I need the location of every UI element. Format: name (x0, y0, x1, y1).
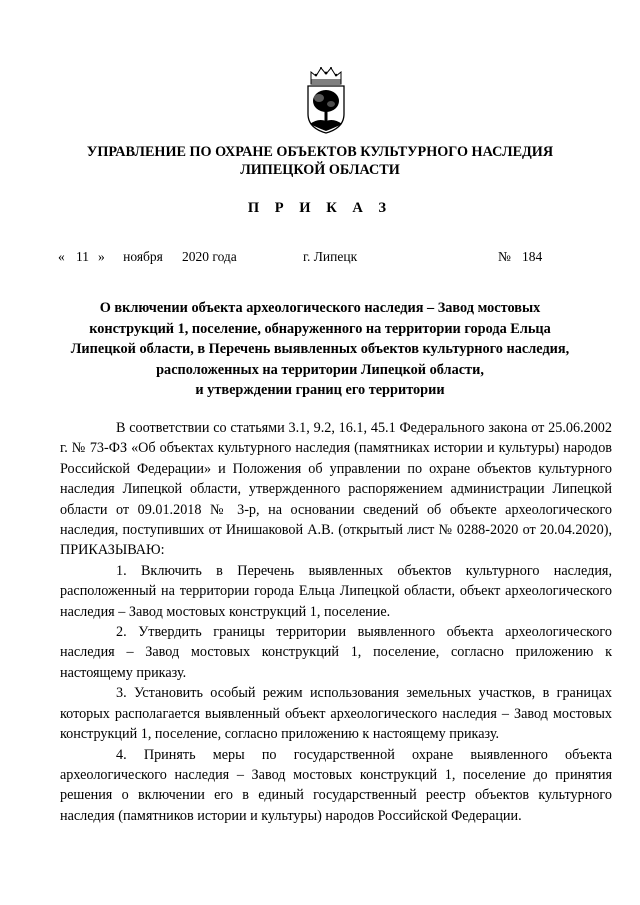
date-day: 11 (76, 249, 89, 264)
date-month: ноября (123, 249, 163, 264)
issuing-authority (40, 143, 600, 179)
org-line-1: УПРАВЛЕНИЕ ПО ОХРАНЕ ОБЪЕКТОВ КУЛЬТУРНОГО НАСЛЕДИЯ (86, 144, 554, 160)
lipetsk-coat-of-arms-icon (300, 62, 352, 136)
order-number: 184 (522, 249, 543, 264)
title-line: конструкций 1, поселение, обнаруженного на территории города Ельца (89, 320, 551, 337)
order-item-2: 2. Утвердить границы территории выявленного объекта археологического наследия – Завод мостовых конструкций 1, поселение, согласно приложению к настоящему приказу. (60, 624, 612, 681)
document-type: П Р И К А З (247, 200, 393, 216)
order-number-label: № (498, 249, 511, 264)
date-quote-open: « (58, 249, 65, 264)
order-title (56, 298, 584, 401)
date-year: 2020 года (182, 249, 237, 264)
date-quote-close: » (98, 249, 105, 264)
order-body (60, 418, 612, 826)
preamble-paragraph: В соответствии со статьями 3.1, 9.2, 16.1, 45.1 Федерального закона от 25.06.2002 г. № 73-ФЗ «Об объектах культурного наследия (памятниках истории и культуры) народов Российской Федерации» и Положения об управлении по охране объектов культурного наследия Липецкой области, утвержденного распоряжением администрации Липецкой области от 09.01.2018 № 3-р, на основании сведений об объекте археологического наследия, поступивших от Инишаковой А.В. (открытый лист № 0288-2020 от 20.04.2020), ПРИКАЗЫВАЮ: (60, 420, 612, 559)
city: г. Липецк (303, 249, 358, 264)
order-item-1: 1. Включить в Перечень выявленных объектов культурного наследия, расположенный на территории города Ельца Липецкой области, объект археологического наследия – Завод мостовых конструкций 1, поселение. (60, 562, 612, 620)
order-item-4: 4. Принять меры по государственной охране выявленного объекта археологического наследия – Завод мостовых конструкций 1, поселение до принятия решения о включении его в единый государственный реестр объектов культурного наследия (памятников истории и культуры) народов Российской Федерации. (60, 746, 612, 824)
title-line: О включении объекта археологического наследия – Завод мостовых (99, 300, 541, 316)
order-item-3: 3. Установить особый режим использования земельных участков, в границах которых располагается выявленный объект археологического наследия – Завод мостовых конструкций 1, поселение, согласно приложению к настоящему приказу. (60, 685, 612, 743)
title-line: и утверждении границ его территории (195, 382, 445, 399)
org-line-2: ЛИПЕЦКОЙ ОБЛАСТИ (240, 162, 400, 178)
title-line: расположенных на территории Липецкой области, (156, 361, 484, 378)
title-line: Липецкой области, в Перечень выявленных объектов культурного наследия, (70, 341, 570, 358)
